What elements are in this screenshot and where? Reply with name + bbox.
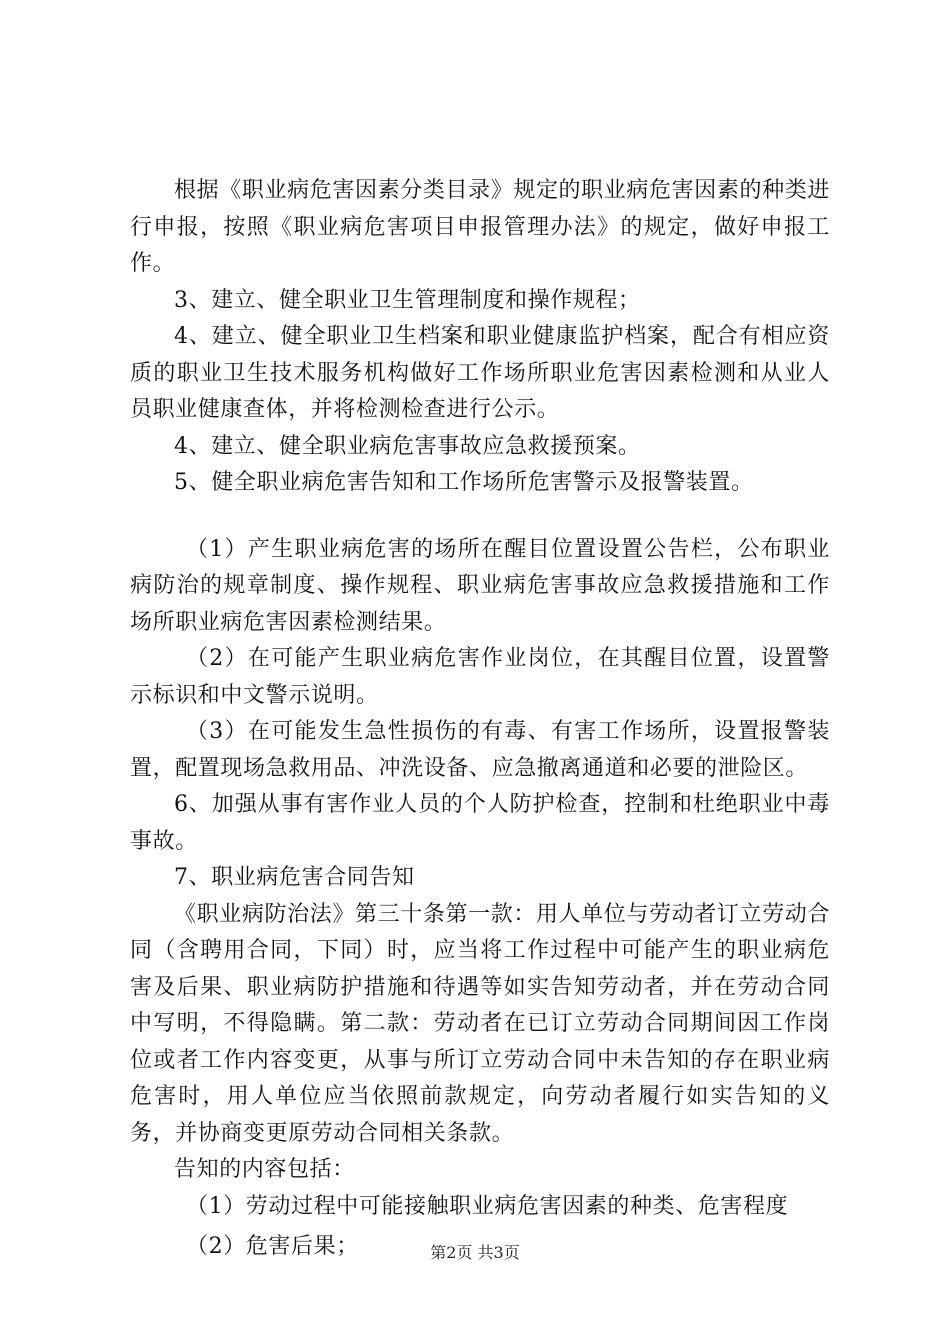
paragraph-notice-1: （1）劳动过程中可能接触职业病危害因素的种类、危害程度 (186, 1193, 789, 1219)
paragraph-declaration: 根据《职业病危害因素分类目录》规定的职业病危害因素的种类进行申报，按照《职业病危害项目申报管理办法》的规定，做好申报工作。 (130, 178, 830, 276)
paragraph-item-3: 3、建立、健全职业卫生管理制度和操作规程； (174, 287, 641, 313)
paragraph-item-6: 6、加强从事有害作业人员的个人防护检查，控制和杜绝职业中毒事故。 (130, 792, 830, 854)
paragraph-item-5: 5、健全职业病危害告知和工作场所危害警示及报警装置。 (174, 470, 754, 495)
page-footer: 第2页 共3页 (430, 1243, 520, 1262)
paragraph-notice-2: （2）危害后果； (186, 1234, 359, 1259)
paragraph-sub-2-warning: （2）在可能产生职业病危害作业岗位，在其醒目位置，设置警示标识和中文警示说明。 (130, 646, 830, 708)
paragraph-sub-1-bulletin: （1）产生职业病危害的场所在醒目位置设置公告栏，公布职业病防治的规章制度、操作规程、职业病危害事故应急救援措施和工作场所职业病危害因素检测结果。 (130, 536, 830, 635)
paragraph-item-4-archives: 4、建立、健全职业卫生档案和职业健康监护档案，配合有相应资质的职业卫生技术服务机构做好工作场所职业危害因素检测和从业人员职业健康查体，并将检测检查进行公示。 (130, 324, 830, 422)
document-body (130, 173, 830, 1266)
paragraph-sub-3-alarm: （3）在可能发生急性损伤的有毒、有害工作场所，设置报警装置，配置现场急救用品、冲洗设备、应急撤离通道和必要的泄险区。 (130, 719, 830, 781)
paragraph-law-article: 《职业病防治法》第三十条第一款：用人单位与劳动者订立劳动合同（含聘用合同，下同）时，应当将工作过程中可能产生的职业病危害及后果、职业病防护措施和待遇等如实告知劳动者，并在劳动合同中写明，不得隐瞒。第二款：劳动者在已订立劳动合同期间因工作岗位或者工作内容变更，从事与所订立劳动合同中未告知的存在职业病危害时，用人单位应当依照前款规定，向劳动者履行如实告知的义务，并协商变更原劳动合同相关条款。 (130, 901, 830, 1146)
paragraph-item-4-emergency: 4、建立、健全职业病危害事故应急救援预案。 (174, 433, 641, 459)
paragraph-notice-contents: 告知的内容包括： (174, 1157, 355, 1182)
paragraph-item-7: 7、职业病危害合同告知 (174, 865, 415, 890)
